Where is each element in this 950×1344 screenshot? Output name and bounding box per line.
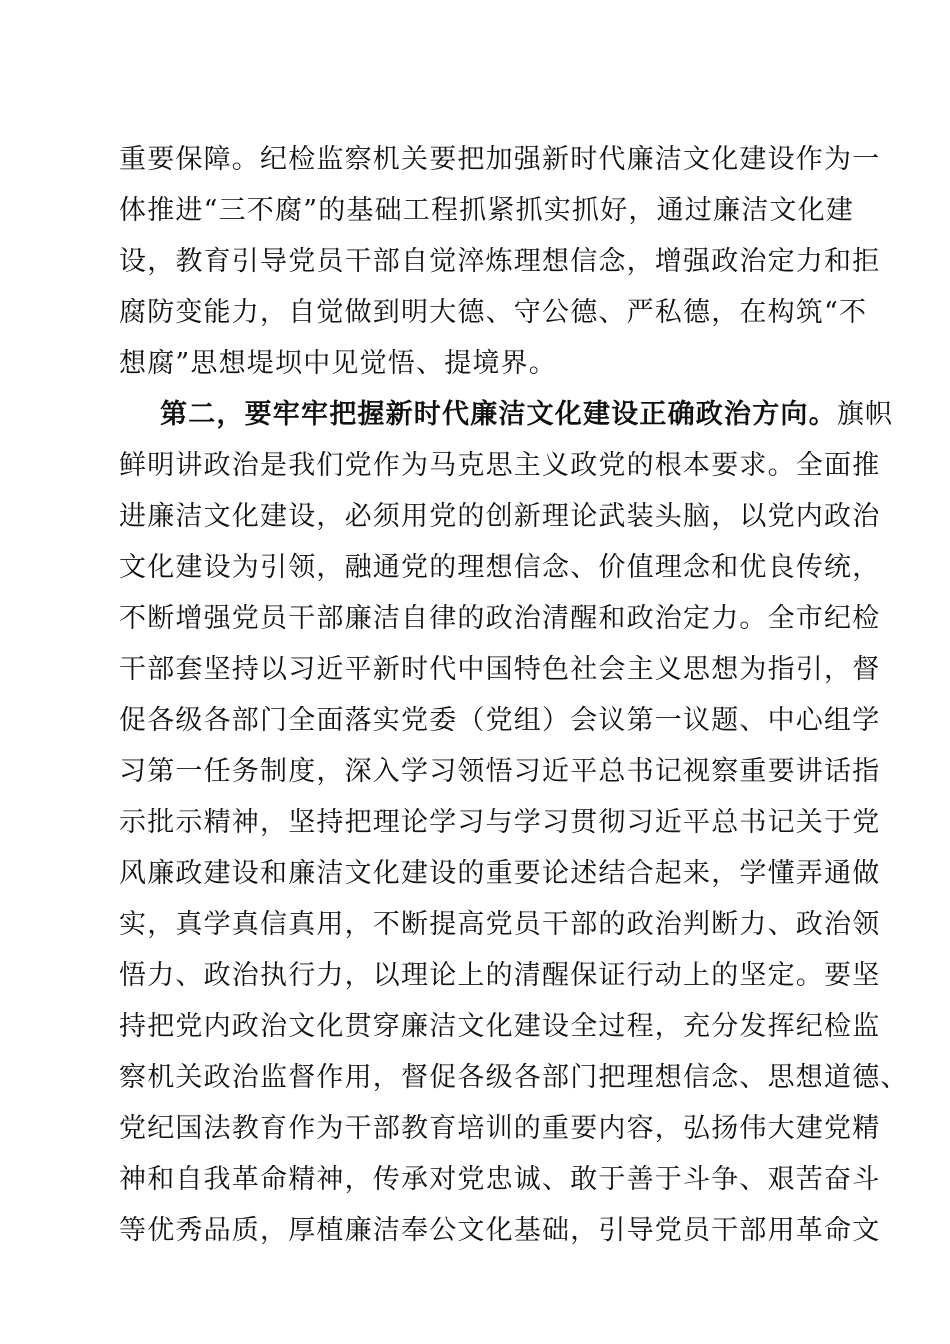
text-line: 持把党内政治文化贯穿廉洁文化建设全过程，充分发挥纪检监	[119, 1011, 881, 1042]
paragraph-first-line	[160, 395, 894, 435]
text-line: 体推进“三不腐”的基础工程抓紧抓实抓好，通过廉洁文化建	[119, 195, 855, 226]
text-line: 等优秀品质，厚植廉洁奉公文化基础，引导党员干部用革命文	[119, 1215, 881, 1246]
paragraph-lead-sentence: 第二，要牢牢把握新时代廉洁文化建设正确政治方向。	[160, 399, 837, 430]
text-line: 神和自我革命精神，传承对党忠诚、敢于善于斗争、艰苦奋斗	[119, 1164, 881, 1195]
text-line: 文化建设为引领，融通党的理想信念、价值理念和优良传统，	[119, 552, 881, 583]
paragraph-first-line-rest: 旗帜	[836, 399, 894, 430]
text-line: 促各级各部门全面落实党委（党组）会议第一议题、中心组学	[119, 705, 881, 736]
text-line: 不断增强党员干部廉洁自律的政治清醒和政治定力。全市纪检	[119, 603, 881, 634]
text-line: 鲜明讲政治是我们党作为马克思主义政党的根本要求。全面推	[119, 450, 881, 481]
text-line: 察机关政治监督作用，督促各级各部门把理想信念、思想道德、	[119, 1062, 909, 1093]
text-line: 腐防变能力，自觉做到明大德、守公德、严私德，在构筑“不	[119, 297, 868, 328]
text-line: 党纪国法教育作为干部教育培训的重要内容，弘扬伟大建党精	[119, 1113, 881, 1144]
text-line: 干部套坚持以习近平新时代中国特色社会主义思想为指引，督	[119, 654, 881, 685]
text-line: 悟力、政治执行力，以理论上的清醒保证行动上的坚定。要坚	[119, 960, 881, 991]
text-line: 习第一任务制度，深入学习领悟习近平总书记视察重要讲话指	[119, 756, 881, 787]
text-line: 重要保障。纪检监察机关要把加强新时代廉洁文化建设作为一	[119, 144, 881, 175]
text-line: 实，真学真信真用，不断提高党员干部的政治判断力、政治领	[119, 909, 881, 940]
text-line: 想腐”思想堤坝中见觉悟、提境界。	[119, 348, 558, 379]
text-line: 进廉洁文化建设，必须用党的创新理论武装头脑，以党内政治	[119, 501, 881, 532]
text-line: 风廉政建设和廉洁文化建设的重要论述结合起来，学懂弄通做	[119, 858, 881, 889]
text-line: 示批示精神，坚持把理论学习与学习贯彻习近平总书记关于党	[119, 807, 881, 838]
text-line: 设，教育引导党员干部自觉淬炼理想信念，增强政治定力和拒	[119, 246, 881, 277]
